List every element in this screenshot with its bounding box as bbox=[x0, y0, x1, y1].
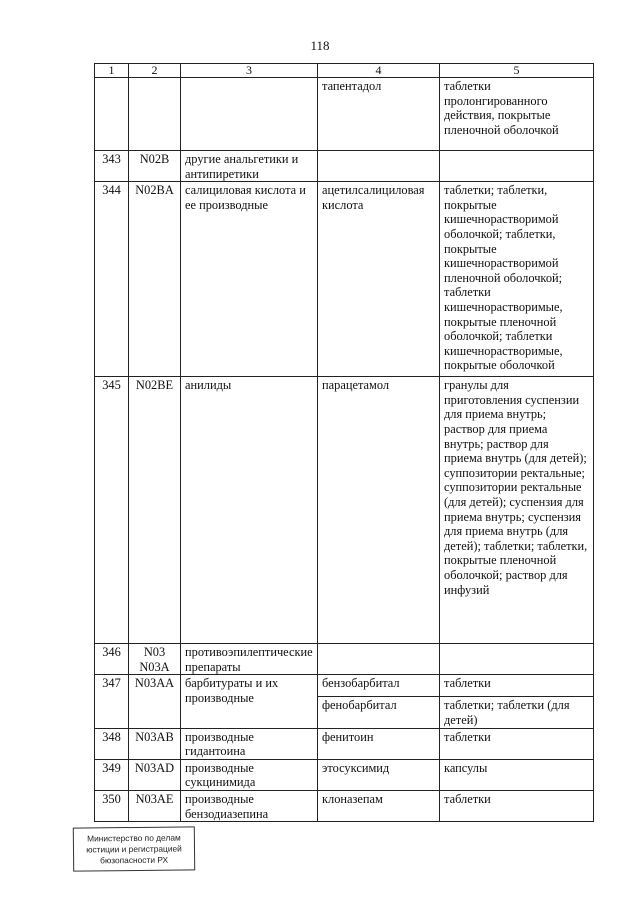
table-row bbox=[95, 759, 594, 790]
table-row bbox=[95, 675, 594, 697]
substance-name: тапентадол bbox=[318, 78, 440, 151]
table-row bbox=[95, 182, 594, 377]
table-row bbox=[95, 377, 594, 644]
stamp-line-3: бюзопасности РХ bbox=[100, 854, 169, 865]
atc-code: N03AE bbox=[129, 790, 181, 821]
row-number: 348 bbox=[95, 728, 129, 759]
row-number: 350 bbox=[95, 790, 129, 821]
header-col-2: 2 bbox=[129, 64, 181, 78]
dosage-forms: таблетки bbox=[440, 790, 594, 821]
row-number: 347 bbox=[95, 675, 129, 728]
row-number: 345 bbox=[95, 377, 129, 644]
substance-name: фенобарбитал bbox=[318, 697, 440, 728]
atc-code: N02B bbox=[129, 151, 181, 182]
drug-table bbox=[94, 63, 594, 822]
page-number: 118 bbox=[310, 38, 330, 53]
atc-code: N02BE bbox=[129, 377, 181, 644]
header-col-4: 4 bbox=[318, 64, 440, 78]
group-name: салициловая кислота и ее производные bbox=[181, 182, 318, 377]
table-row bbox=[95, 728, 594, 759]
atc-code: N03AA bbox=[129, 675, 181, 728]
substance-name bbox=[318, 151, 440, 182]
ministry-stamp bbox=[73, 826, 195, 871]
stamp-line-2: юстиции и регистрацией bbox=[86, 842, 182, 855]
substance-name: парацетамол bbox=[318, 377, 440, 644]
dosage-forms: таблетки пролонгированного действия, покрытые пленочной оболочкой bbox=[440, 78, 594, 151]
table-row bbox=[95, 790, 594, 821]
table-row bbox=[95, 151, 594, 182]
atc-code: N03 N03A bbox=[129, 644, 181, 675]
dosage-forms: гранулы для приготовления суспензии для приема внутрь; раствор для приема внутрь; раствор для приема внутрь (для детей); суппозитории ректальные; суппозитории ректальные (для детей); суспензия для приема внутрь; суспензия для приема внутрь (для детей); таблетки; таблетки, покрытые пленочной оболочкой; раствор для инфузий bbox=[440, 377, 594, 644]
table-row bbox=[95, 644, 594, 675]
group-name: производные гидантоина bbox=[181, 728, 318, 759]
dosage-forms: таблетки; таблетки (для детей) bbox=[440, 697, 594, 728]
group-name: другие анальгетики и антипиретики bbox=[181, 151, 318, 182]
row-number bbox=[95, 78, 129, 151]
dosage-forms: капсулы bbox=[440, 759, 594, 790]
header-col-1: 1 bbox=[95, 64, 129, 78]
row-number: 343 bbox=[95, 151, 129, 182]
atc-code: N02BA bbox=[129, 182, 181, 377]
stamp-line-1: Министерство по делам bbox=[87, 832, 181, 843]
group-name: анилиды bbox=[181, 377, 318, 644]
atc-code: N03AB bbox=[129, 728, 181, 759]
substance-name: клоназепам bbox=[318, 790, 440, 821]
table-header-row bbox=[95, 64, 594, 78]
header-col-3: 3 bbox=[181, 64, 318, 78]
table-row bbox=[95, 78, 594, 151]
dosage-forms bbox=[440, 644, 594, 675]
group-name bbox=[181, 78, 318, 151]
group-name: производные сукцинимида bbox=[181, 759, 318, 790]
dosage-forms bbox=[440, 151, 594, 182]
dosage-forms: таблетки; таблетки, покрытые кишечнорастворимой оболочкой; таблетки, покрытые кишечнорастворимой пленочной оболочкой; таблетки кишечнорастворимые, покрытые пленочной оболочкой; таблетки кишечнорастворимые, покрытые оболочкой bbox=[440, 182, 594, 377]
row-number: 349 bbox=[95, 759, 129, 790]
header-col-5: 5 bbox=[440, 64, 594, 78]
atc-code bbox=[129, 78, 181, 151]
substance-name bbox=[318, 644, 440, 675]
group-name: барбитураты и их производные bbox=[181, 675, 318, 728]
substance-name: ацетилсалициловая кислота bbox=[318, 182, 440, 377]
dosage-forms: таблетки bbox=[440, 675, 594, 697]
row-number: 344 bbox=[95, 182, 129, 377]
atc-code: N03AD bbox=[129, 759, 181, 790]
substance-name: фенитоин bbox=[318, 728, 440, 759]
group-name: противоэпилептические препараты bbox=[181, 644, 318, 675]
substance-name: бензобарбитал bbox=[318, 675, 440, 697]
dosage-forms: таблетки bbox=[440, 728, 594, 759]
substance-name: этосуксимид bbox=[318, 759, 440, 790]
group-name: производные бензодиазепина bbox=[181, 790, 318, 821]
row-number: 346 bbox=[95, 644, 129, 675]
